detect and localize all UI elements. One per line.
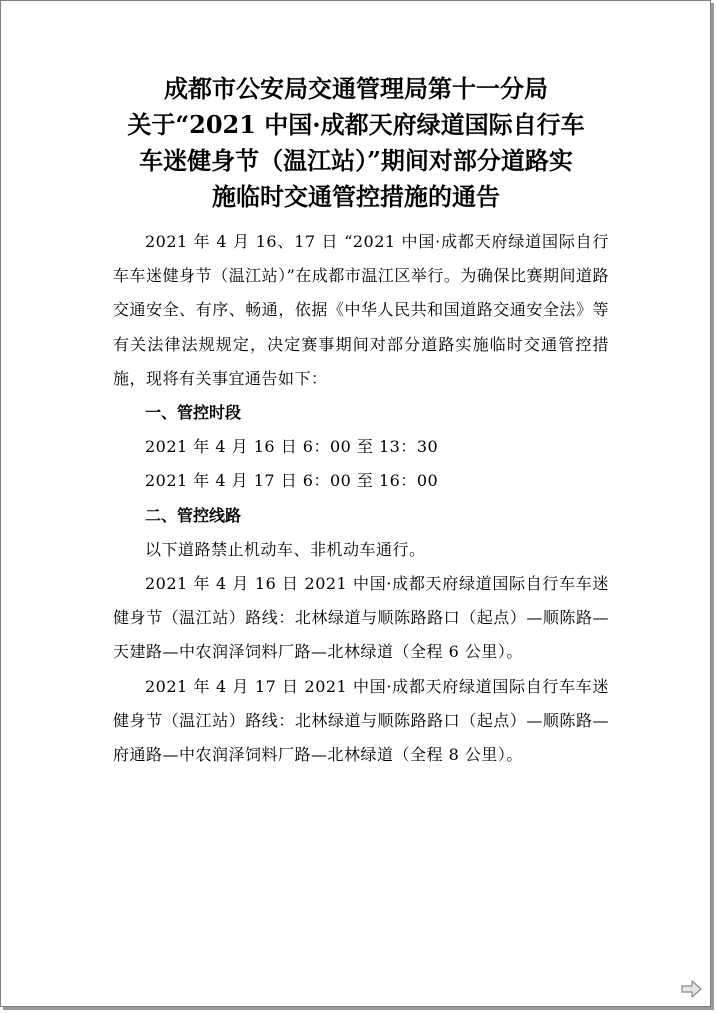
section-heading-control-route: 二、管控线路 bbox=[145, 505, 242, 525]
section-heading-control-period: 一、管控时段 bbox=[145, 403, 242, 423]
title-line-4: 施临时交通管控措施的通告 bbox=[212, 182, 500, 211]
route-paragraph-day2: 2021 年 4 月 17 日 2021 中国·成都天府绿道国际自行车车迷健身节（温江站）路线：北林绿道与顺陈路路口（起点）—顺陈路—府通路—中农润泽饲料厂路—北林绿道（全程 8 公里）。 bbox=[113, 676, 609, 765]
title-line-1: 成都市公安局交通管理局第十一分局 bbox=[164, 74, 548, 103]
control-period-line-1: 2021 年 4 月 16 日 6：00 至 13：30 bbox=[145, 437, 439, 457]
route-paragraph-day1: 2021 年 4 月 16 日 2021 中国·成都天府绿道国际自行车车迷健身节（温江站）路线：北林绿道与顺陈路路口（起点）—顺陈路—天建路—中农润泽饲料厂路—北林绿道（全程 6 公里）。 bbox=[113, 574, 609, 662]
arrow-right-icon-graphic bbox=[681, 980, 703, 998]
document-title bbox=[61, 71, 651, 215]
title-line-3: 车迷健身节（温江站）”期间对部分道路实 bbox=[139, 146, 573, 175]
document-body bbox=[113, 225, 609, 772]
route-lead-text: 以下道路禁止机动车、非机动车通行。 bbox=[145, 539, 426, 559]
control-period-line-2: 2021 年 4 月 17 日 6：00 至 16：00 bbox=[145, 471, 439, 491]
arrow-right-icon[interactable] bbox=[681, 980, 703, 998]
intro-paragraph: 2021 年 4 月 16、17 日 “2021 中国·成都天府绿道国际自行车车迷健身节（温江站）”在成都市温江区举行。为确保比赛期间道路交通安全、有序、畅通，依据《中华人民共和国道路交通安全法》等有关法律法规规定，决定赛事期间对部分道路实施临时交通管控措施，现将有关事宜通告如下： bbox=[113, 232, 609, 388]
title-line-2: 关于“2021 中国·成都天府绿道国际自行车 bbox=[127, 110, 585, 139]
